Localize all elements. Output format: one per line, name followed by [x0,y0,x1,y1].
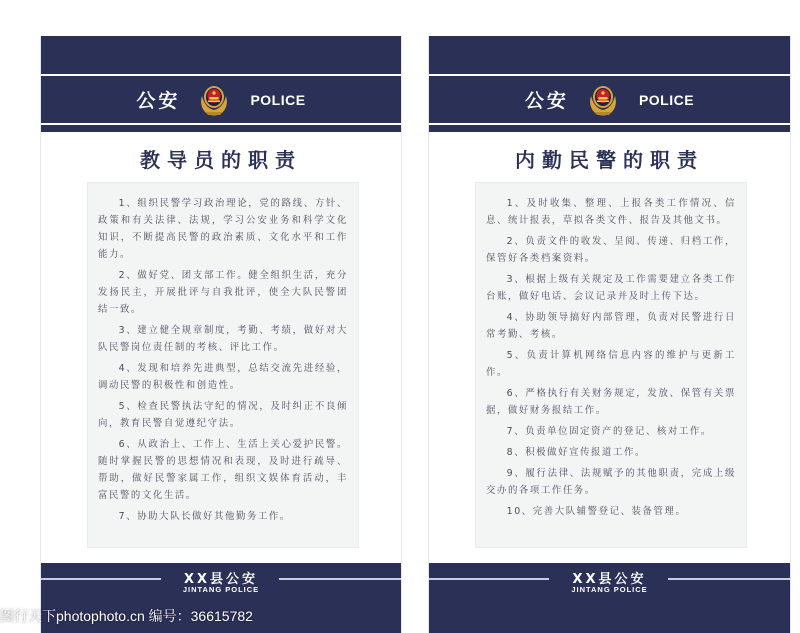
header-brand-bar [429,76,790,123]
poster-footer [429,563,790,633]
poster-instructor-duties [40,36,402,633]
duty-item: 3、根据上级有关规定及工作需要建立各类工作台账，做好电话、会议记录并及时上传下达。 [486,274,736,302]
duties-list [475,182,747,548]
duty-item: 7、负责单位固定资产的登记、核对工作。 [506,426,712,437]
header-brand-bar [41,76,401,123]
header-top-band [429,36,790,74]
brand-chinese: 公安 [136,90,181,112]
header-bottom-strip [429,125,790,132]
duty-item: 2、做好党、团支部工作。健全组织生活，充分发扬民主，开展批评与自我批评，使全大队民警团结一致。 [98,270,348,315]
duty-item: 8、积极做好宣传报道工作。 [506,447,646,458]
duty-item: 5、负责计算机网络信息内容的维护与更新工作。 [486,350,736,378]
duty-item: 7、协助大队长做好其他勤务工作。 [118,511,291,522]
duty-item: 1、及时收集、整理、上报各类工作情况、信息、统计报表，草拟各类文件、报告及其他文书。 [486,198,736,226]
duty-item: 5、检查民警执法守纪的情况，及时纠正不良倾向，教育民警自觉遵纪守法。 [98,401,348,429]
police-emblem-icon [585,82,621,118]
duty-item: 9、履行法律、法规赋予的其他职责，完成上级交办的各项工作任务。 [486,468,736,496]
brand-english: POLICE [250,91,306,108]
duty-item: 4、发现和培养先进典型，总结交流先进经验，调动民警的积极性和创造性。 [98,363,348,391]
header-top-band [41,36,401,74]
poster-title: 内勤民警的职责 [515,148,704,172]
duty-item: 4、协助领导搞好内部管理，负责对民警进行日常考勤、考核。 [486,312,736,340]
duties-list [87,182,359,548]
header-bottom-strip [41,125,401,132]
duty-item: 1、组织民警学习政治理论，党的路线、方针、政策和有关法律、法规，学习公安业务和科学文化知识，不断提高民警的政治素质、文化水平和工作能力。 [98,198,348,260]
duty-item: 6、严格执行有关财务规定，发放、保管有关票据，做好财务报结工作。 [486,388,736,416]
brand-english: POLICE [638,91,695,108]
police-emblem-icon [196,82,232,118]
duty-item: 2、负责文件的收发、呈阅、传递、归档工作，保管好各类档案资料。 [486,236,736,264]
brand-chinese: 公安 [524,90,569,112]
poster-clerk-duties [428,36,791,633]
footer-org-name: XX县公安 [183,572,259,587]
watermark-text: 图行天下photophoto.cn 编号：36615782 [0,608,253,624]
footer-org-name-en: JINTANG POLICE [571,585,648,594]
footer-org-name: XX县公安 [572,572,647,587]
duty-item: 3、建立健全规章制度，考勤、考绩，做好对大队民警岗位责任制的考核、评比工作。 [98,325,348,353]
duty-item: 10、完善大队辅警登记、装备管理。 [506,506,687,517]
footer-org-name-en: JINTANG POLICE [182,585,260,594]
poster-title: 教导员的职责 [140,148,302,172]
duty-item: 6、从政治上、工作上、生活上关心爱护民警。随时掌握民警的思想情况和表现，及时进行疏导、帮助，做好民警家属工作，组织文娱体育活动，丰富民警的文化生活。 [98,439,348,501]
